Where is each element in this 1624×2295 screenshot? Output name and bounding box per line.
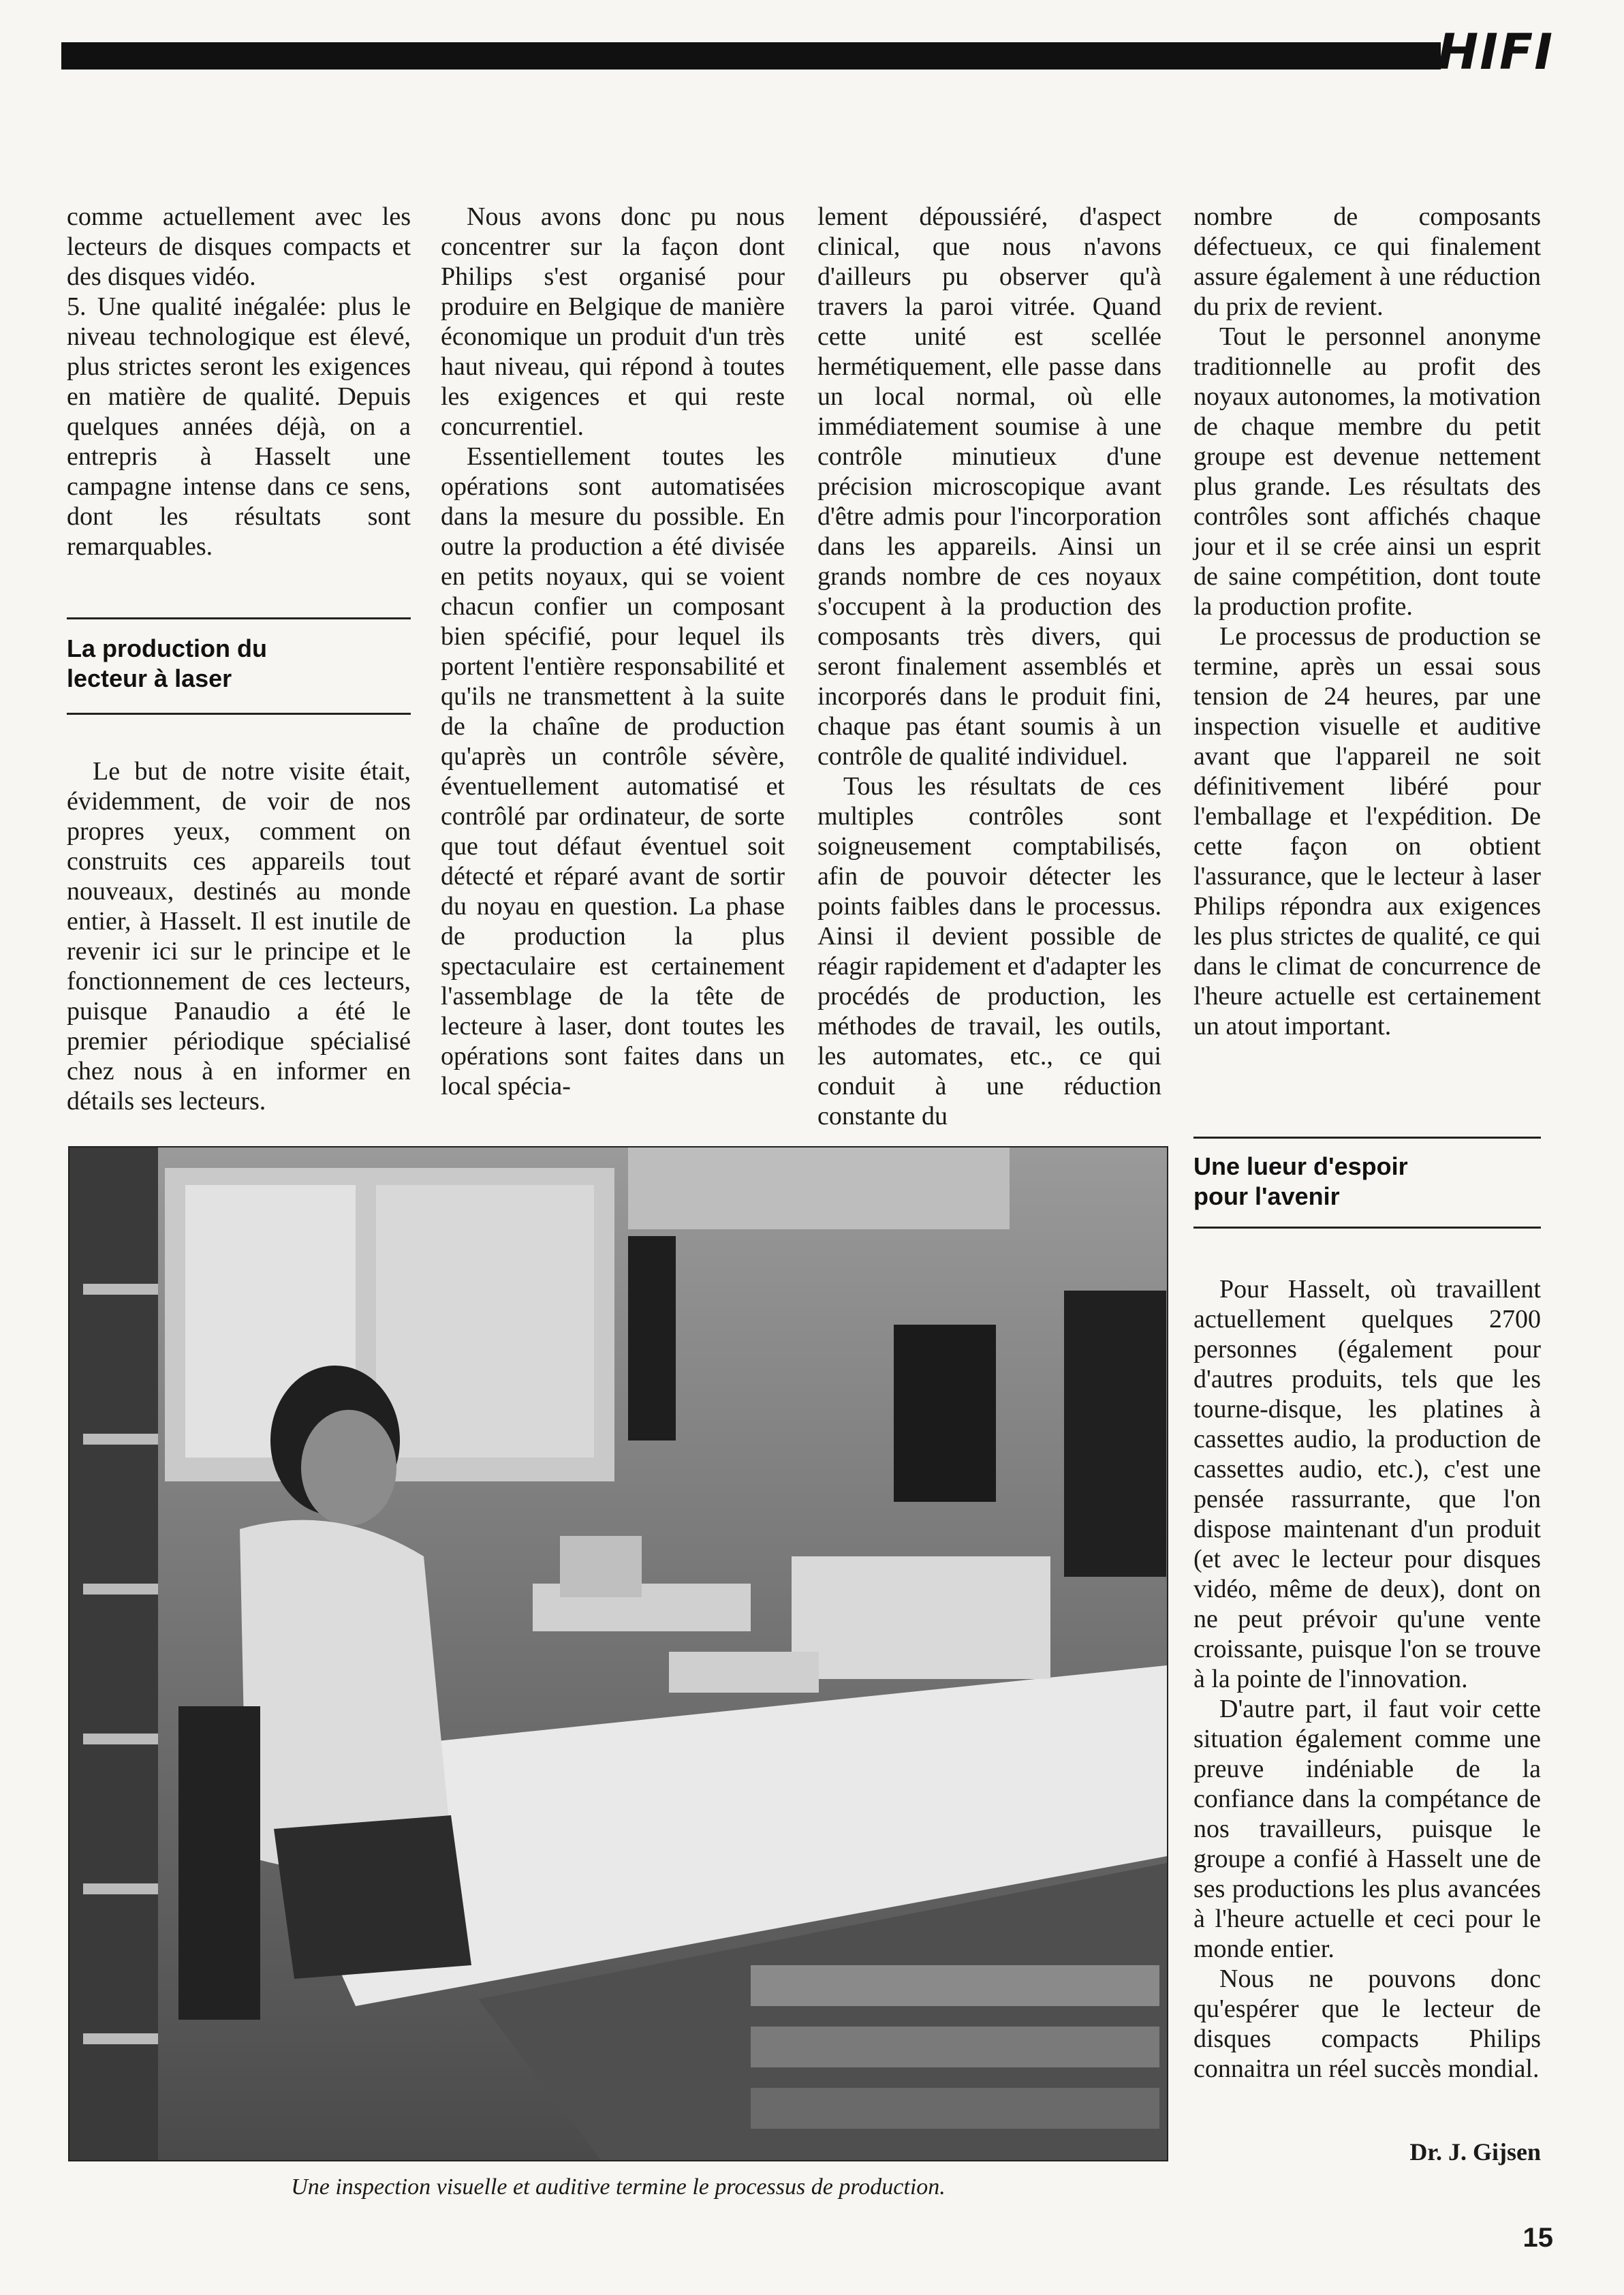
page-number: 15 xyxy=(1522,2223,1553,2253)
inspection-photo xyxy=(68,1146,1168,2161)
paragraph: nombre de composants défectueux, ce qui finalement assure également à une réduction du prix de revient. xyxy=(1193,202,1541,321)
header-bar xyxy=(61,42,1441,70)
paragraph: comme actuellement avec les lecteurs de disques compacts et des disques vidéo. xyxy=(67,202,411,291)
paragraph: D'autre part, il faut voir cette situation également comme une preuve indéniable de la confiance dans la compétance de nos travailleurs, puisque le groupe a confié à Hasselt une de ses productions les plus avancées à l'heure actuelle et ceci pour le monde entier. xyxy=(1193,1695,1541,1963)
column-1-body xyxy=(67,756,411,1116)
section-rule xyxy=(67,713,411,715)
section-heading-hope: Une lueur d'espoir pour l'avenir xyxy=(1193,1152,1408,1210)
author-signature: Dr. J. Gijsen xyxy=(1409,2138,1541,2166)
section-rule xyxy=(1193,1137,1541,1139)
column-2 xyxy=(441,202,785,1101)
section-rule xyxy=(1193,1227,1541,1229)
column-3 xyxy=(817,202,1161,1131)
paragraph: Nous ne pouvons donc qu'espérer que le lecteur de disques compacts Philips connaitra un réel succès mondial. xyxy=(1193,1965,1541,2083)
paragraph: lement dépoussiéré, d'aspect clinical, que nous n'avons d'ailleurs pu observer qu'à travers la paroi vitrée. Quand cette unité est scellée hermétiquement, elle passe dans un local normal, où elle immédiatement soumise à une contrôle minutieux d'une précision microscopique avant d'être admis pour l'incorporation dans les appareils. Ainsi un grands nombre de ces noyaux s'occupent à la production des composants très divers, qui seront finalement assemblés et incorporés dans le produit fini, chaque pas étant soumis à un contrôle de qualité individuel. xyxy=(817,202,1161,771)
magazine-logo: HIFI xyxy=(1437,23,1555,80)
paragraph: Pour Hasselt, où travaillent actuellement quelques 2700 personnes (également pour d'autres produits, tels que les tourne-disque, les platines à cassettes audio, la production de cassettes audio, etc.), c'est une pensée rassurrante, que l'on dispose maintenant d'un produit (et avec le lecteur pour disques vidéo, même de deux), dont on ne peut prévoir qu'une vente croissante, puisque l'on se trouve à la pointe de l'innovation. xyxy=(1193,1275,1541,1693)
section-rule xyxy=(67,617,411,619)
paragraph: Le but de notre visite était, évidemment, de voir de nos propres yeux, comment on construits ces appareils tout nouveaux, destinés au monde entier, à Hasselt. Il est inutile de revenir ici sur le principe et le fonctionnement de ces lecteurs, puisque Panaudio a été le premier périodique spécialisé chez nous à en informer en détails ses lecteurs. xyxy=(67,757,411,1115)
column-4-body xyxy=(1193,1274,1541,2084)
paragraph: Essentiellement toutes les opérations sont automatisées dans la mesure du possible. En outre la production a été divisée en petits noyaux, qui se voient chacun confier un composant bien spécifié, pour lequel ils portent l'entière responsabilité et qu'ils ne transmettent à la suite de la chaîne de production qu'après un contrôle sévère, éventuellement automatisé et contrôlé par ordinateur, de sorte que tout défaut éventuel soit détecté et réparé avant de sortir du noyau en question. La phase de production la plus spectaculaire est certainement l'assemblage de la tête de lecteure à laser, dont toutes les opérations sont faites dans un local spécia- xyxy=(441,442,785,1100)
column-1-intro xyxy=(67,202,411,561)
section-heading-production: La production du lecteur à laser xyxy=(67,634,267,692)
paragraph: 5. Une qualité inégalée: plus le niveau technologique est élevé, plus strictes seront les exigences en matière de qualité. Depuis quelques années déjà, on a entrepris à Hasselt une campagne intense dans ce sens, dont les résultats sont remarquables. xyxy=(67,292,411,561)
paragraph: Nous avons donc pu nous concentrer sur la façon dont Philips s'est organisé pour produire en Belgique de manière économique un produit d'un très haut niveau, qui répond à toutes les exigences et qui reste concurrentiel. xyxy=(441,202,785,441)
column-4-top xyxy=(1193,202,1541,1041)
photo-caption: Une inspection visuelle et auditive termine le processus de production. xyxy=(291,2174,946,2200)
paragraph: Le processus de production se termine, après un essai sous tension de 24 heures, par une inspection visuelle et auditive avant que l'appareil ne soit définitivement libéré pour l'emballage et l'expédition. De cette façon on obtient l'assurance, que le lecteur à laser Philips répondra aux exigences les plus strictes de qualité, ce qui dans le climat de concurrence de l'heure actuelle est certainement un atout important. xyxy=(1193,622,1541,1041)
paragraph: Tout le personnel anonyme traditionnelle au profit des noyaux autonomes, la motivation de chaque membre du petit groupe est devenue nettement plus grande. Les résultats des contrôles sont affichés chaque jour et il se crée ainsi un esprit de saine compétition, dont toute la production profite. xyxy=(1193,322,1541,621)
paragraph: Tous les résultats de ces multiples contrôles sont soigneusement comptabilisés, afin de pouvoir détecter les points faibles dans le processus. Ainsi il devient possible de réagir rapidement et d'adapter les procédés de production, les méthodes de travail, les outils, les automates, etc., ce qui conduit à une réduction constante du xyxy=(817,772,1161,1130)
inspection-photo-illustration xyxy=(69,1148,1167,2160)
